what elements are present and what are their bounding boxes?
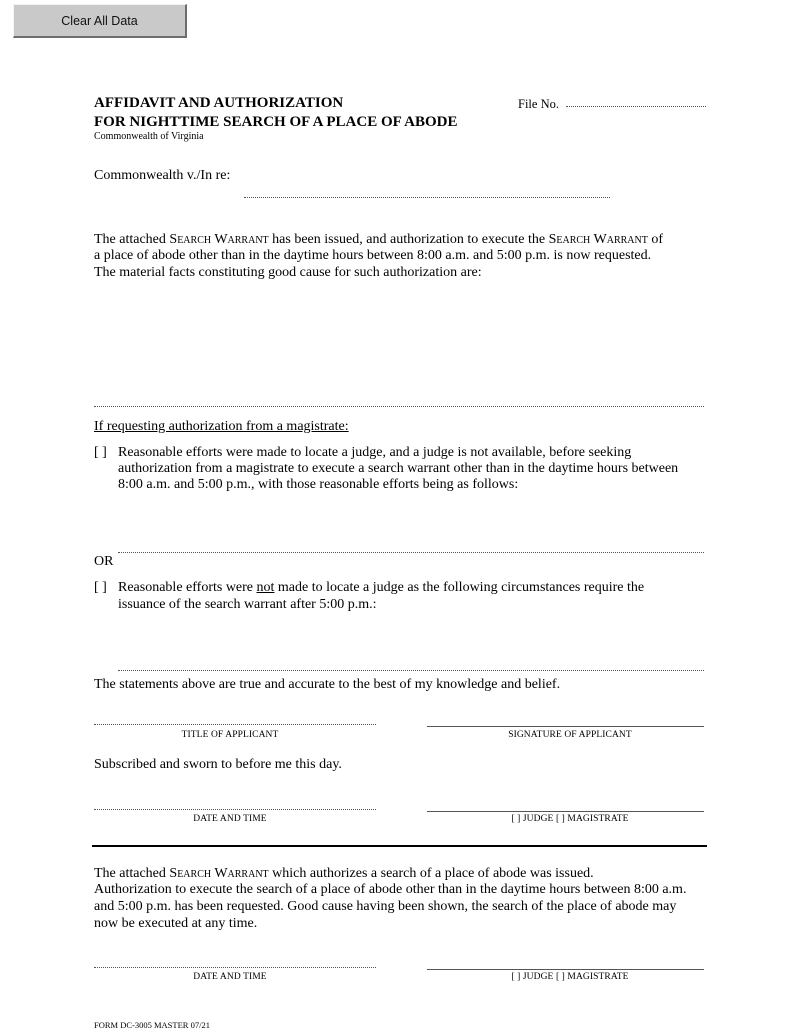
form-title-line2: FOR NIGHTTIME SEARCH OF A PLACE OF ABODE xyxy=(94,114,458,130)
option2-line2: issuance of the search warrant after 5:00 p.m.: xyxy=(118,597,377,612)
clear-all-data-button[interactable]: Clear All Data xyxy=(13,4,187,38)
sworn-date-time-caption: DATE AND TIME xyxy=(193,814,267,824)
case-name-field[interactable] xyxy=(244,197,610,198)
authorization-officer-caption: [ ] JUDGE [ ] MAGISTRATE xyxy=(511,972,629,982)
option1-efforts-field[interactable] xyxy=(118,552,704,553)
authorization-date-time-field[interactable] xyxy=(94,967,376,968)
jurisdiction-subtitle: Commonwealth of Virginia xyxy=(94,131,204,142)
sworn-officer-signature-line[interactable] xyxy=(427,811,704,812)
option1-line1: Reasonable efforts were made to locate a judge, and a judge is not available, before seeking xyxy=(118,445,632,460)
sworn-date-time-field[interactable] xyxy=(94,809,376,810)
intro-line2: a place of abode other than in the daytime hours between 8:00 a.m. and 5:00 p.m. is now requested. xyxy=(94,248,652,263)
applicant-title-field[interactable] xyxy=(94,724,376,725)
authorization-date-time-caption: DATE AND TIME xyxy=(193,972,267,982)
magistrate-heading: If requesting authorization from a magistrate: xyxy=(94,419,349,434)
option2-line1: Reasonable efforts were not made to locate a judge as the following circumstances require the xyxy=(118,580,645,595)
applicant-title-caption: TITLE OF APPLICANT xyxy=(181,730,279,740)
form-title-line1: AFFIDAVIT AND AUTHORIZATION xyxy=(94,95,344,111)
or-label: OR xyxy=(94,554,114,569)
option2-circumstances-field[interactable] xyxy=(118,670,704,671)
option2-checkbox[interactable]: [ ] xyxy=(94,580,107,595)
authorization-line3: and 5:00 p.m. has been requested. Good cause having been shown, the search of the place of abode may xyxy=(94,899,677,914)
applicant-signature-caption: SIGNATURE OF APPLICANT xyxy=(508,730,632,740)
case-label: Commonwealth v./In re: xyxy=(94,168,231,183)
form-number: FORM DC-3005 MASTER 07/21 xyxy=(94,1020,210,1030)
applicant-signature-line[interactable] xyxy=(427,726,704,727)
sworn-statement: Subscribed and sworn to before me this day. xyxy=(94,757,342,772)
file-no-label: File No. xyxy=(518,97,559,111)
option1-checkbox[interactable]: [ ] xyxy=(94,445,107,460)
intro-line1: The attached Search Warrant has been issued, and authorization to execute the Search Warrant of xyxy=(94,232,664,247)
authorization-line2: Authorization to execute the search of a place of abode other than in the daytime hours between 8:00 a.m. xyxy=(94,882,687,897)
authorization-line1: The attached Search Warrant which authorizes a search of a place of abode was issued. xyxy=(94,866,594,881)
intro-line3: The material facts constituting good cause for such authorization are: xyxy=(94,265,482,280)
authorization-line4: now be executed at any time. xyxy=(94,916,258,931)
file-no-field[interactable] xyxy=(566,106,706,107)
authorization-officer-signature-line[interactable] xyxy=(427,969,704,970)
option1-line2: authorization from a magistrate to execute a search warrant other than in the daytime hours between xyxy=(118,461,679,476)
material-facts-field[interactable] xyxy=(94,406,704,407)
truth-statement: The statements above are true and accurate to the best of my knowledge and belief. xyxy=(94,677,561,692)
option1-line3: 8:00 a.m. and 5:00 p.m., with those reasonable efforts being as follows: xyxy=(118,477,519,492)
sworn-officer-caption: [ ] JUDGE [ ] MAGISTRATE xyxy=(511,814,629,824)
section-divider xyxy=(92,845,707,847)
